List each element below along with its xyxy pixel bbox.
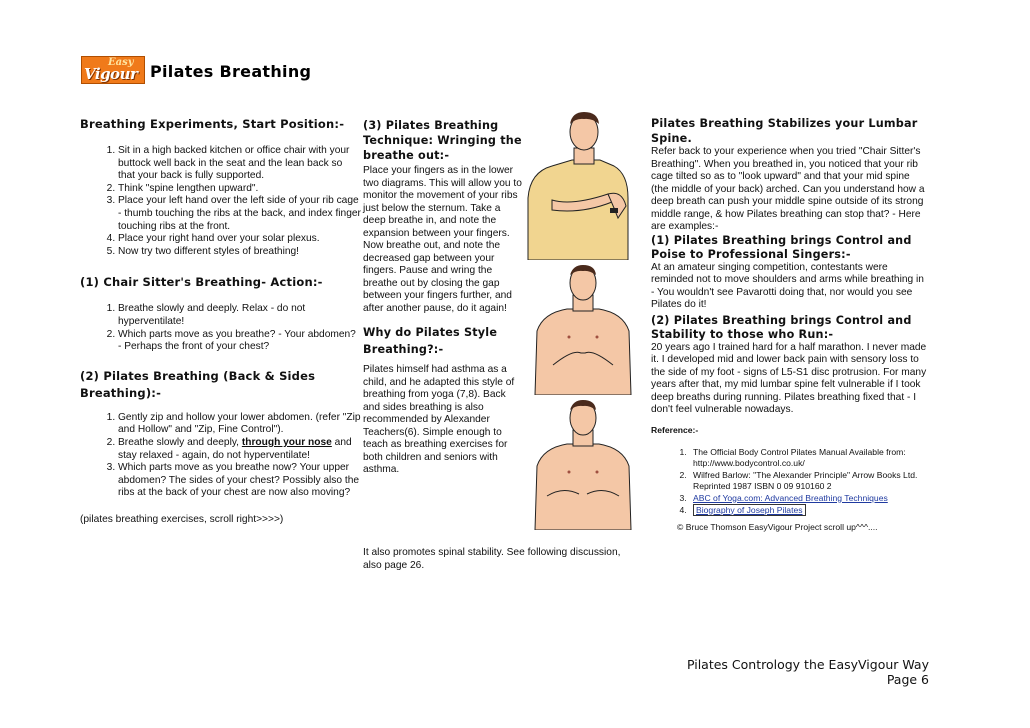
runners-body: 20 years ago I trained hard for a half marathon. I never made it. I developed mid and lower back pain with sensory loss to the side of my foot - signs of L5-S1 disc protrusion. For many years after that, my mid lumbar spine felt vulnerable if I took deep breaths during running. Pilates breathing fixed that - I don't feel vulnerable nowadays. [651, 341, 927, 415]
list-item: 1. Sit in a high backed kitchen or office chair with your buttock well back in the seat and the lean back so that your back is fully supported. [118, 145, 362, 183]
man-wringing-breath-illustration [522, 110, 634, 260]
logo-text-top: Easy [108, 57, 134, 68]
why-heading: Why do Pilates Style Breathing?:- [363, 326, 498, 356]
lumbar-body: Refer back to your experience when you tried "Chair Sitter's Breathing". When you breathed in, you noticed that your rib cage tilted so as to "look upward" and that your mid spine (the middle of your back) arched. Can you understand how a deep breath can push your middle spine outside of its strong middle range, & how Pilates breathing can stop that? - Here are examples:- [651, 146, 925, 232]
column-2-upper [363, 118, 523, 477]
reference-heading: Reference:- [651, 424, 699, 435]
list-item: 4. Place your right hand over your solar plexus. [118, 233, 362, 246]
runners-heading: (2) Pilates Breathing brings Control and Stability to those who Run:- [651, 313, 912, 341]
page-footer [620, 657, 929, 687]
wringing-body: Place your fingers as in the lower two diagrams. This will allow you to monitor the movement of your ribs just below the sternum. Take a deep breathe in, and note the expansion between your fingers. Now breathe out, and note the decreased gap between your fingers. Pause and wring the breathe out by closing the gap between your fingers further, and after another pause, do it again! [363, 165, 522, 314]
list-item: 3. Which parts move as you breathe now? Your upper abdomen? The sides of your chest? Possibly also the ribs at the back of your chest are now also moving? [118, 462, 362, 500]
singers-heading: (1) Pilates Breathing brings Control and Poise to Professional Singers:- [651, 233, 912, 261]
page-title: Pilates Breathing [150, 62, 312, 81]
scroll-note: (pilates breathing exercises, scroll right>>>>) [80, 513, 284, 525]
list-item: 1. The Official Body Control Pilates Manual Available from: http://www.bodycontrol.co.uk/ [689, 447, 929, 469]
yoga-breathing-link[interactable]: ABC of Yoga.com: Advanced Breathing Techniques [693, 492, 888, 503]
list-item [689, 493, 929, 504]
back-sides-heading: (2) Pilates Breathing (Back & Sides Breathing):- [80, 368, 316, 400]
easyvigour-logo [81, 56, 145, 84]
copyright-note: © Bruce Thomson EasyVigour Project scroll up^^^.... [677, 521, 878, 532]
list-item: 3. Place your left hand over the left side of your rib cage - thumb touching the ribs at the back, and index finger touching ribs at the front. [118, 195, 362, 233]
lumbar-heading: Pilates Breathing Stabilizes your Lumbar Spine. [651, 117, 918, 145]
spinal-stability-note: It also promotes spinal stability. See following discussion, also page 26. [363, 547, 621, 571]
wringing-heading: (3) Pilates Breathing Technique: Wringing the breathe out:- [363, 119, 522, 162]
list-item: 5. Now try two different styles of breathing! [118, 246, 362, 259]
chair-sitter-heading: (1) Chair Sitter's Breathing- Action:- [80, 275, 323, 290]
list-item: 1. Gently zip and hollow your lower abdomen. (refer "Zip and Hollow" and "Zip, Fine Control"). [118, 412, 362, 437]
logo-text-bottom: Vigour [84, 65, 138, 83]
why-body: Pilates himself had asthma as a child, and he adapted this style of breathing from yoga (7,8). Back and sides breathing is also recommended by Alexander Teachers(6). Simple enough to teach as breathing exercises for both children and seniors with asthma. [363, 364, 515, 475]
reference-list [651, 447, 929, 516]
list-item: 2. Wilfred Barlow: "The Alexander Principle" Arrow Books Ltd. Reprinted 1987 ISBN 0 09 910160 2 [689, 470, 929, 492]
footer-title: Pilates Contrology the EasyVigour Way [686, 657, 929, 672]
list-item [689, 505, 929, 516]
pilates-biography-link[interactable]: Biography of Joseph Pilates [693, 504, 806, 516]
emphasis-text: through your nose [241, 436, 332, 448]
start-position-heading: Breathing Experiments, Start Position:- [80, 117, 345, 131]
list-item: 1. Breathe slowly and deeply. Relax - do not hyperventilate! [118, 303, 362, 328]
page-number: Page 6 [886, 672, 929, 687]
step-text: Breathe slowly and deeply, [118, 436, 242, 448]
back-steps-list [80, 412, 362, 500]
list-item [118, 437, 362, 462]
singers-body: At an amateur singing competition, contestants were reminded not to move shoulders and arms while breathing in - You wouldn't see Pavarotti doing that, nor would you see Pilates do it! [651, 261, 924, 310]
list-item: 2. Think "spine lengthen upward". [118, 183, 362, 196]
action-steps-list [80, 303, 362, 353]
column-1 [80, 116, 362, 526]
man-hands-on-ribs-illustration [533, 265, 633, 395]
man-fingers-on-sternum-illustration [533, 400, 633, 530]
list-item: 2. Which parts move as you breathe? - Your abdomen? - Perhaps the front of your chest? [118, 329, 362, 354]
column-3 [651, 116, 929, 532]
step-text: and stay relaxed - again, do not hyperventilate! [118, 436, 352, 461]
start-steps-list [80, 145, 362, 258]
